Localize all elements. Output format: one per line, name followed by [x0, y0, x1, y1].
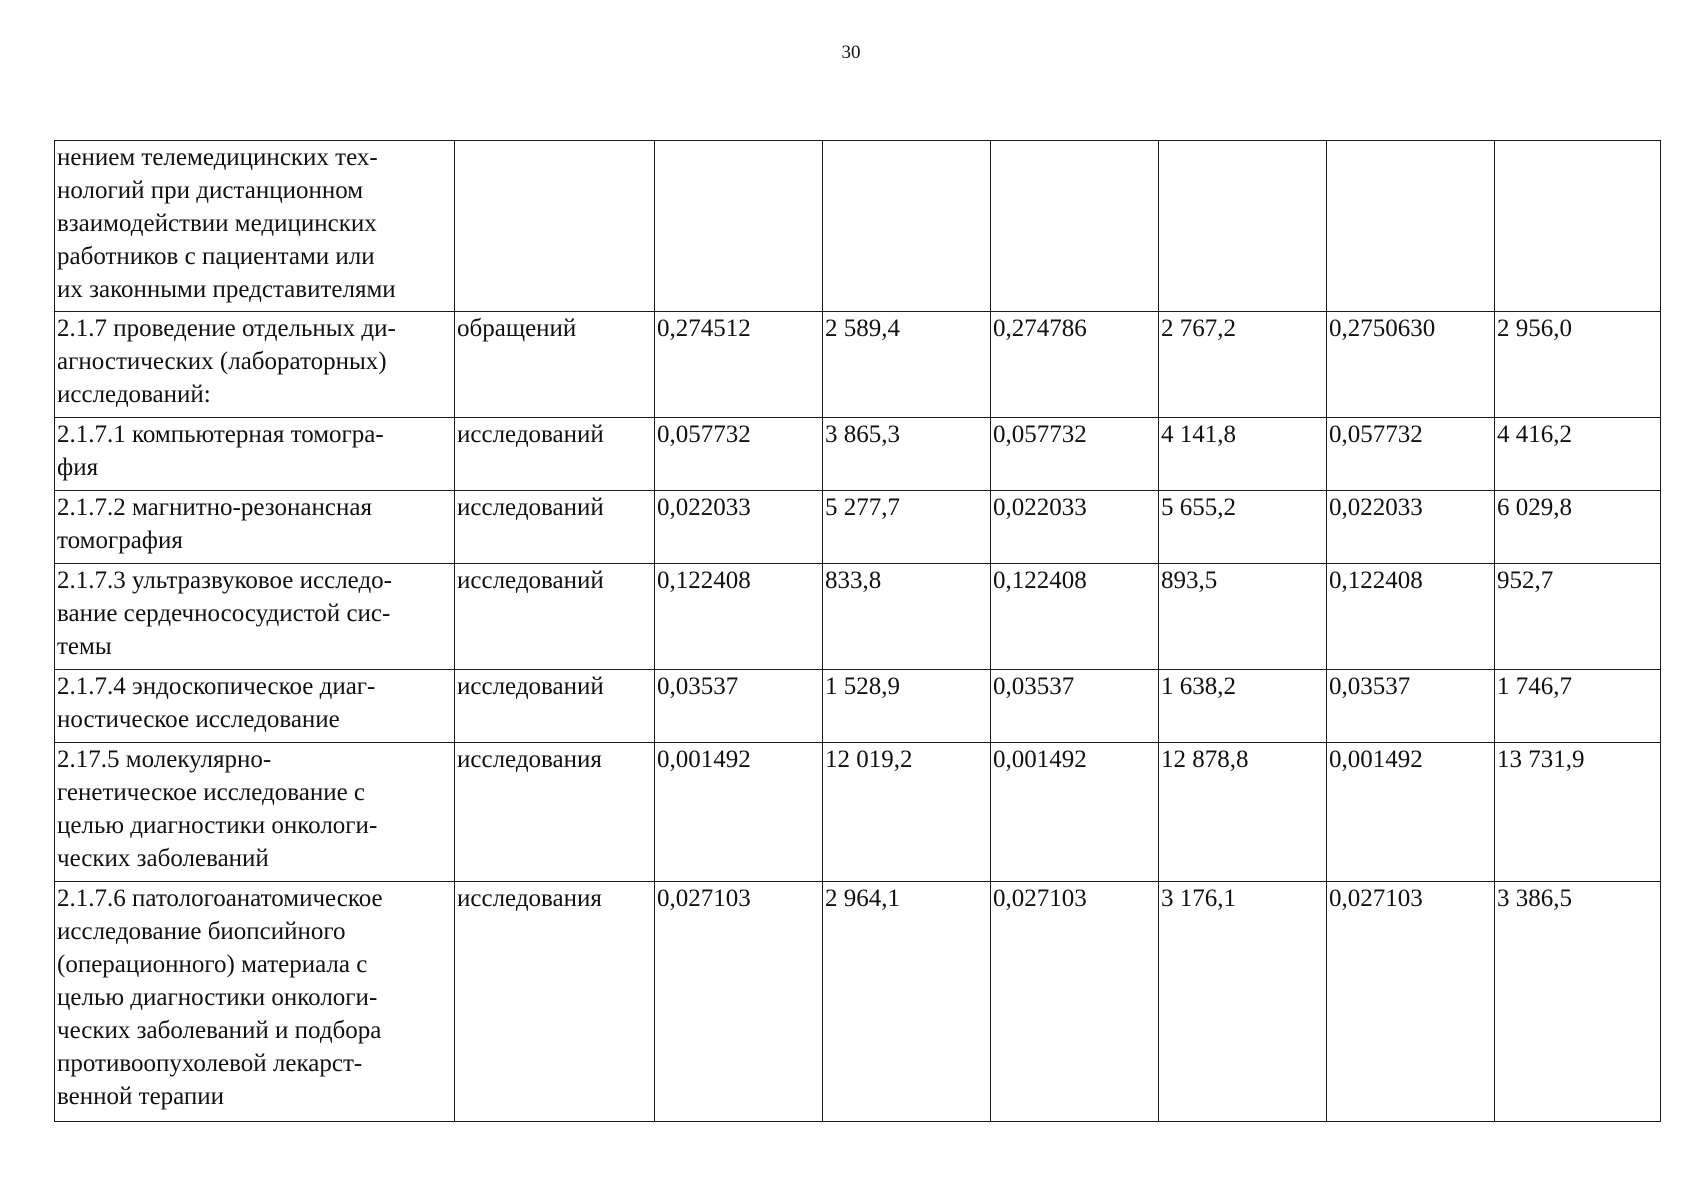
- row-name-cell: 2.1.7.2 магнитно-резонансная томография: [55, 491, 455, 564]
- value-cell: 0,03537: [991, 670, 1159, 743]
- value-cell: 12 019,2: [823, 743, 991, 882]
- value-cell: 0,057732: [991, 418, 1159, 491]
- value-cell: 0,122408: [991, 564, 1159, 670]
- unit-cell: исследования: [455, 882, 655, 1122]
- row-name-cell: 2.1.7.4 эндоскопическое диаг- ностическое исследование: [55, 670, 455, 743]
- value-cell: 0,027103: [991, 882, 1159, 1122]
- value-cell: 1 638,2: [1159, 670, 1327, 743]
- row-name-cell: 2.1.7.6 патологоанатомическое исследование биопсийного (операционного) материала с целью диагностики онкологи- ческих заболеваний и подбора противоопухолевой лекарст- венной терапии: [55, 882, 455, 1122]
- value-cell: [991, 141, 1159, 312]
- value-cell: 0,122408: [655, 564, 823, 670]
- value-cell: 833,8: [823, 564, 991, 670]
- value-cell: 3 176,1: [1159, 882, 1327, 1122]
- unit-cell: исследований: [455, 670, 655, 743]
- value-cell: 0,122408: [1327, 564, 1495, 670]
- value-cell: 4 141,8: [1159, 418, 1327, 491]
- row-name-cell: 2.1.7 проведение отдельных ди- агностических (лабораторных) исследований:: [55, 312, 455, 418]
- value-cell: 13 731,9: [1495, 743, 1661, 882]
- row-name-cell: 2.1.7.3 ультразвуковое исследо- вание сердечнососудистой сис- темы: [55, 564, 455, 670]
- value-cell: 1 746,7: [1495, 670, 1661, 743]
- table-row: [55, 882, 1661, 1122]
- value-cell: 0,057732: [1327, 418, 1495, 491]
- value-cell: [823, 141, 991, 312]
- unit-cell: обращений: [455, 312, 655, 418]
- value-cell: 3 865,3: [823, 418, 991, 491]
- unit-cell: исследований: [455, 418, 655, 491]
- unit-cell: исследований: [455, 491, 655, 564]
- value-cell: 0,027103: [655, 882, 823, 1122]
- value-cell: 0,022033: [655, 491, 823, 564]
- table-row: [55, 312, 1661, 418]
- value-cell: [1159, 141, 1327, 312]
- value-cell: 2 589,4: [823, 312, 991, 418]
- row-name-cell: 2.1.7.1 компьютерная томогра- фия: [55, 418, 455, 491]
- value-cell: 3 386,5: [1495, 882, 1661, 1122]
- value-cell: 0,001492: [991, 743, 1159, 882]
- table-row: [55, 564, 1661, 670]
- value-cell: 0,027103: [1327, 882, 1495, 1122]
- row-name-cell: нением телемедицинских тех- нологий при дистанционном взаимодействии медицинских работников с пациентами или их законными представителями: [55, 141, 455, 312]
- value-cell: 893,5: [1159, 564, 1327, 670]
- value-cell: 4 416,2: [1495, 418, 1661, 491]
- value-cell: 5 655,2: [1159, 491, 1327, 564]
- value-cell: 0,03537: [1327, 670, 1495, 743]
- value-cell: 0,022033: [991, 491, 1159, 564]
- page-number: 30: [841, 42, 861, 63]
- value-cell: [1327, 141, 1495, 312]
- value-cell: 952,7: [1495, 564, 1661, 670]
- value-cell: 0,057732: [655, 418, 823, 491]
- table-row: [55, 141, 1661, 312]
- value-cell: 0,274512: [655, 312, 823, 418]
- value-cell: 0,001492: [1327, 743, 1495, 882]
- value-cell: 6 029,8: [1495, 491, 1661, 564]
- value-cell: 2 964,1: [823, 882, 991, 1122]
- value-cell: 1 528,9: [823, 670, 991, 743]
- value-cell: 2 767,2: [1159, 312, 1327, 418]
- table-body: [55, 141, 1661, 1122]
- data-table: [54, 140, 1661, 1122]
- value-cell: 0,274786: [991, 312, 1159, 418]
- value-cell: [655, 141, 823, 312]
- value-cell: 5 277,7: [823, 491, 991, 564]
- table-row: [55, 491, 1661, 564]
- table-row: [55, 743, 1661, 882]
- value-cell: 0,022033: [1327, 491, 1495, 564]
- unit-cell: [455, 141, 655, 312]
- unit-cell: исследований: [455, 564, 655, 670]
- value-cell: 0,2750630: [1327, 312, 1495, 418]
- value-cell: 2 956,0: [1495, 312, 1661, 418]
- value-cell: 0,001492: [655, 743, 823, 882]
- value-cell: [1495, 141, 1661, 312]
- table-row: [55, 670, 1661, 743]
- table-row: [55, 418, 1661, 491]
- unit-cell: исследования: [455, 743, 655, 882]
- value-cell: 12 878,8: [1159, 743, 1327, 882]
- row-name-cell: 2.17.5 молекулярно- генетическое исследование с целью диагностики онкологи- ческих заболеваний: [55, 743, 455, 882]
- value-cell: 0,03537: [655, 670, 823, 743]
